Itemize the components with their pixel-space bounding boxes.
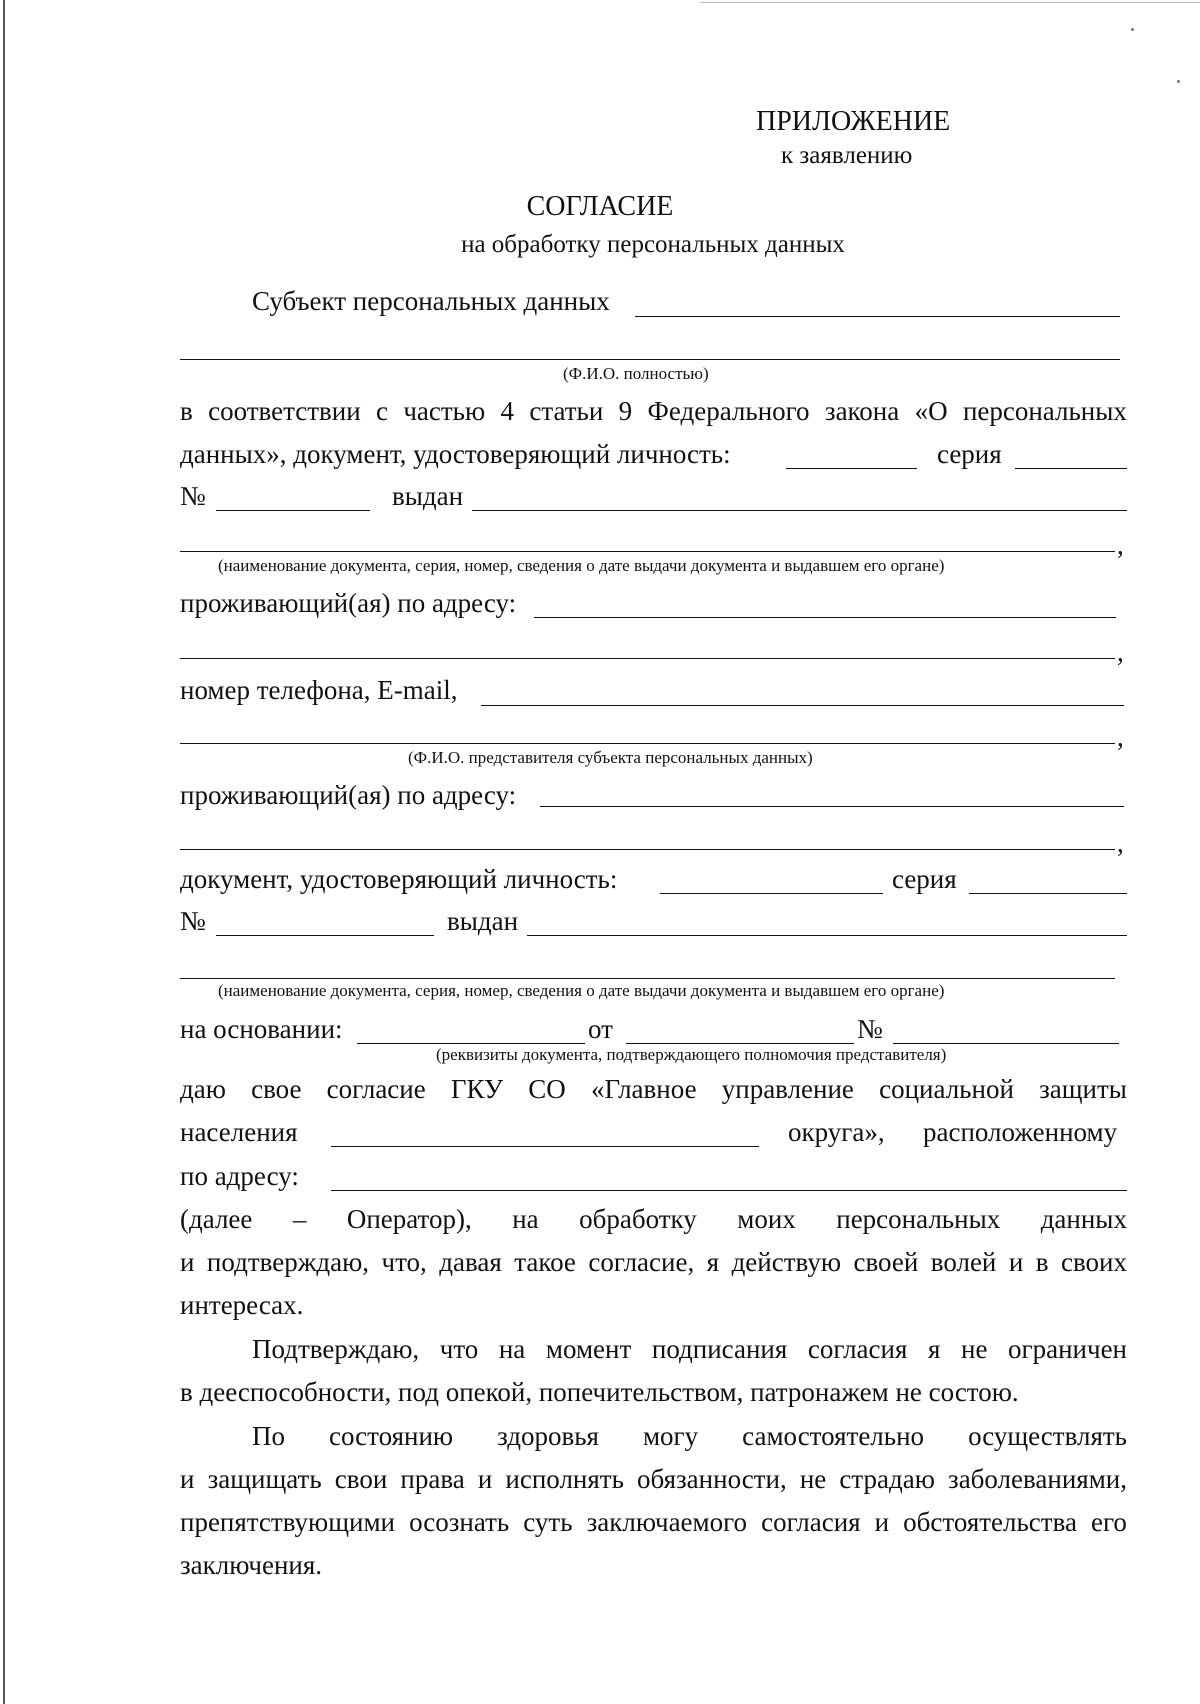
representative-fio-hint: (Ф.И.О. представителя субъекта персональных данных): [408, 748, 813, 767]
word: не: [799, 1464, 827, 1494]
located-label: расположенному: [923, 1117, 1118, 1147]
word: Оператор),: [346, 1204, 472, 1234]
number-field[interactable]: [216, 510, 370, 511]
word: своей: [853, 1247, 919, 1277]
identity-document-label: данных», документ, удостоверяющий личность:: [180, 439, 731, 469]
word: и: [1008, 1247, 1024, 1277]
consent-line-1: [180, 1073, 1127, 1105]
scan-speck: [1177, 80, 1180, 83]
word: ограничен: [1008, 1334, 1127, 1364]
word: (далее: [180, 1204, 253, 1234]
word: исполнять: [505, 1464, 624, 1494]
operator-address-label: по адресу:: [180, 1161, 299, 1191]
residing-address-label: проживающий(ая) по адресу:: [180, 588, 517, 618]
scan-top-edge: [700, 2, 1200, 3]
document-title: СОГЛАСИЕ: [526, 191, 674, 222]
representative-issued-label: выдан: [447, 906, 519, 936]
word: персональных: [962, 396, 1127, 426]
district-field[interactable]: [331, 1146, 759, 1147]
word: и: [180, 1464, 195, 1494]
word: закона: [824, 396, 900, 426]
representative-number-field[interactable]: [216, 935, 434, 936]
word: согласие: [326, 1074, 426, 1104]
representative-document-label: документ, удостоверяющий личность:: [180, 864, 618, 894]
word: что: [439, 1334, 479, 1364]
word: заключаемого: [586, 1507, 748, 1537]
word: давая: [439, 1247, 502, 1277]
word: своих: [1061, 1247, 1127, 1277]
word: состоянию: [329, 1421, 454, 1451]
document-details-hint: (наименование документа, серия, номер, сведения о дате выдачи документа и выдавшем его органе): [218, 556, 945, 575]
identity-document-field[interactable]: [786, 468, 917, 469]
phone-email-field[interactable]: [481, 705, 1124, 706]
comma: ,: [1117, 637, 1124, 667]
word: на: [498, 1334, 526, 1364]
word: действую: [731, 1247, 842, 1277]
word: Федерального: [647, 396, 810, 426]
word: и: [477, 1464, 493, 1494]
issued-label: выдан: [392, 481, 464, 511]
paragraph-1-line-1: [252, 1333, 1127, 1365]
scan-speck: [1131, 28, 1134, 31]
word: осознать: [409, 1507, 510, 1537]
comma: ,: [1117, 722, 1124, 752]
word: соответствии: [208, 396, 361, 426]
basis-document-field[interactable]: [357, 1043, 585, 1044]
word: свое: [251, 1074, 302, 1104]
word: заболеваниями,: [948, 1464, 1127, 1494]
from-label: от: [588, 1014, 613, 1044]
word: 4: [500, 396, 515, 426]
word: подписания: [651, 1334, 788, 1364]
phone-email-label: номер телефона, E-mail,: [180, 675, 458, 705]
law-reference-line: [180, 395, 1127, 427]
word: подтверждаю,: [206, 1247, 370, 1277]
word: в: [180, 396, 193, 426]
word: защиты: [1039, 1074, 1127, 1104]
word: «Главное: [591, 1074, 697, 1104]
word: обработку: [579, 1204, 697, 1234]
word: здоровья: [497, 1421, 599, 1451]
word: я: [706, 1247, 720, 1277]
issued-by-field-line2[interactable]: [180, 551, 1115, 552]
word: страдаю: [839, 1464, 935, 1494]
word: статьи: [529, 396, 604, 426]
word: волей: [930, 1247, 997, 1277]
representative-name-field[interactable]: [180, 743, 1115, 744]
word: препятствующими: [180, 1507, 395, 1537]
representative-document-details-hint: (наименование документа, серия, номер, сведения о дате выдачи документа и выдавшем его органе): [218, 981, 945, 1000]
address-field-line2[interactable]: [180, 658, 1115, 659]
representative-issued-by-field-line2[interactable]: [180, 978, 1115, 979]
word: самостоятельно: [742, 1421, 925, 1451]
appendix-heading: ПРИЛОЖЕНИЕ: [756, 106, 951, 137]
series-field[interactable]: [1015, 468, 1127, 469]
comma: ,: [1117, 530, 1124, 560]
word: момент: [545, 1334, 632, 1364]
representative-series-field[interactable]: [969, 893, 1127, 894]
word: суть: [523, 1507, 573, 1537]
consent-line-6: интересах.: [180, 1290, 304, 1320]
word: ГКУ: [450, 1074, 504, 1104]
paragraph-2-line-2: [180, 1463, 1127, 1495]
word: «О: [914, 396, 948, 426]
to-application-label: к заявлению: [781, 142, 913, 169]
word: защищать: [207, 1464, 322, 1494]
basis-hint: (реквизиты документа, подтверждающего полномочия представителя): [436, 1045, 947, 1064]
basis-label: на основании:: [180, 1014, 343, 1044]
word: и: [874, 1507, 890, 1537]
word: моих: [737, 1204, 796, 1234]
word: даю: [180, 1074, 226, 1104]
subject-name-field[interactable]: [635, 316, 1120, 317]
consent-line-4: [180, 1203, 1127, 1235]
word: 9: [618, 396, 633, 426]
word: управление: [721, 1074, 854, 1104]
word: –: [292, 1204, 307, 1234]
word: согласия: [807, 1334, 908, 1364]
word: осуществлять: [968, 1421, 1127, 1451]
issued-by-field[interactable]: [472, 510, 1127, 511]
okrug-label: округа»,: [788, 1117, 885, 1147]
word: частью: [403, 396, 486, 426]
consent-line-5: [180, 1246, 1127, 1278]
word: данных: [1040, 1204, 1127, 1234]
subject-name-field-line2[interactable]: [180, 359, 1120, 360]
paragraph-2-line-3: [180, 1506, 1127, 1538]
basis-number-field[interactable]: [893, 1043, 1119, 1044]
subject-label: Субъект персональных данных: [252, 286, 610, 316]
word: СО: [528, 1074, 566, 1104]
representative-series-label: серия: [892, 864, 957, 894]
word: По: [252, 1421, 285, 1451]
word: не: [961, 1334, 988, 1364]
comma: ,: [1117, 828, 1124, 858]
document-subtitle: на обработку персональных данных: [461, 231, 845, 258]
representative-issued-by-field[interactable]: [527, 935, 1127, 936]
word: согласия: [761, 1507, 861, 1537]
word: что,: [381, 1247, 427, 1277]
word: Подтверждаю,: [252, 1334, 420, 1364]
representative-address-field-line2[interactable]: [180, 849, 1115, 850]
word: на: [512, 1204, 539, 1234]
word: права: [400, 1464, 465, 1494]
series-label: серия: [937, 439, 1002, 469]
word: обстоятельства: [903, 1507, 1077, 1537]
operator-address-field[interactable]: [331, 1190, 1127, 1191]
representative-address-label: проживающий(ая) по адресу:: [180, 780, 517, 810]
word: его: [1091, 1507, 1127, 1537]
word: свои: [334, 1464, 388, 1494]
paragraph-2-line-4: заключения.: [180, 1550, 323, 1580]
word: социальной: [879, 1074, 1014, 1104]
word: в: [1035, 1247, 1049, 1277]
basis-date-field[interactable]: [626, 1043, 854, 1044]
paragraph-1-line-2: в дееспособности, под опекой, попечительством, патронажем не состою.: [180, 1377, 1019, 1407]
word: персональных: [836, 1204, 1001, 1234]
word: такое: [514, 1247, 576, 1277]
word: могу: [642, 1421, 699, 1451]
representative-number-label: №: [180, 906, 206, 936]
word: и: [180, 1247, 195, 1277]
paragraph-2-line-1: [252, 1420, 1127, 1452]
population-label: населения: [180, 1117, 298, 1147]
word: обязанности,: [637, 1464, 787, 1494]
representative-document-field[interactable]: [660, 893, 883, 894]
number-label: №: [180, 481, 206, 511]
address-field[interactable]: [534, 617, 1116, 618]
fio-hint: (Ф.И.О. полностью): [563, 364, 709, 383]
basis-number-label: №: [857, 1014, 883, 1044]
representative-address-field[interactable]: [540, 806, 1124, 807]
word: с: [376, 396, 388, 426]
word: я: [927, 1334, 941, 1364]
word: согласие,: [588, 1247, 695, 1277]
